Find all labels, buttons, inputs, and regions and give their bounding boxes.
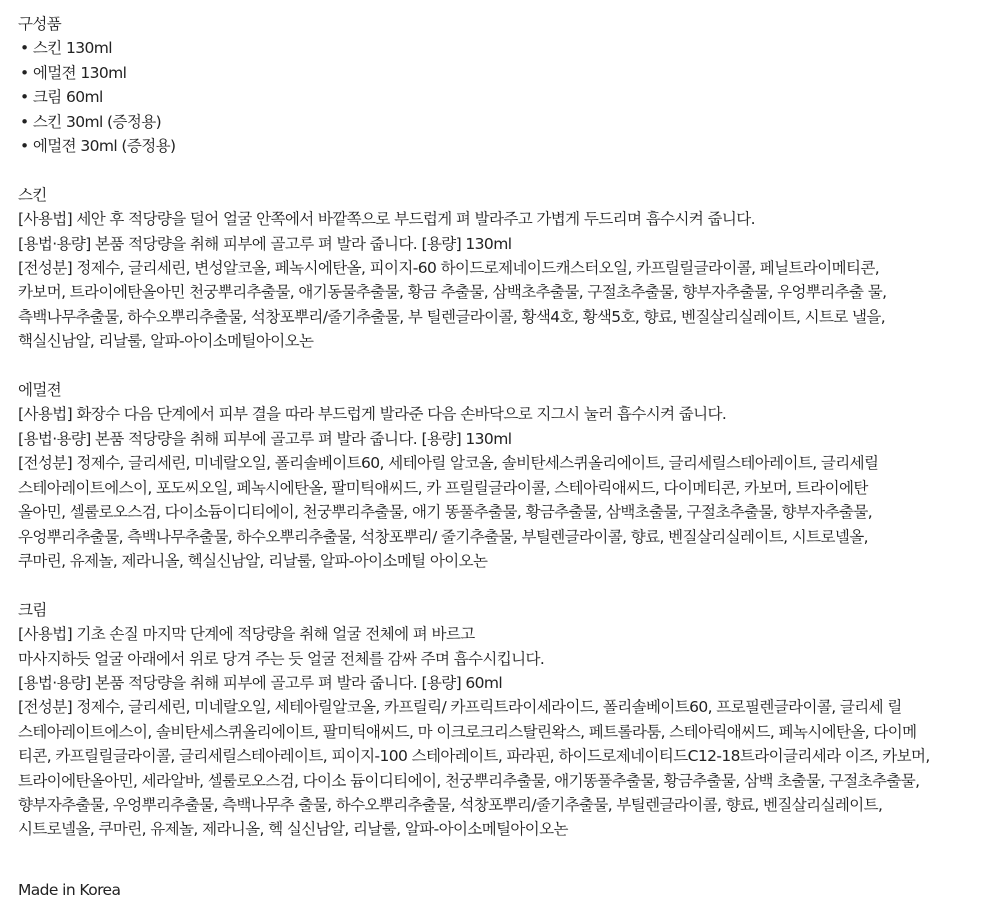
composition-section: [18, 12, 980, 158]
skin-ingredients-line: 카보머, 트라이에탄올아민 천궁뿌리추출물, 애기동물추출물, 황금 추출물, 삼백초추출물, 구절초추출물, 향부자추출물, 우엉뿌리추출 물,: [18, 283, 887, 302]
composition-item: • 스킨 30ml (증정용): [20, 112, 162, 131]
section-spacer: [18, 573, 980, 597]
skin-ingredients-line: 핵실신남알, 리날룰, 알파-아이소메틸아이오논: [18, 332, 314, 351]
cream-section: [18, 598, 980, 842]
cream-usage-line: [사용법] 기초 손질 마지막 단계에 적당량을 취해 얼굴 전체에 펴 바르고: [18, 625, 475, 644]
skin-ingredients-line: 측백나무추출물, 하수오뿌리추출물, 석창포뿌리/줄기추출물, 부 틸렌글라이콜, 황색4호, 황색5호, 향료, 벤질살리실레이트, 시트로 낼을,: [18, 307, 886, 326]
section-spacer: [18, 158, 980, 182]
cream-dosage-line: [용법·용량] 본품 적당량을 취해 피부에 골고루 펴 발라 줍니다. [용량] 60ml: [18, 673, 503, 692]
cream-ingredients-line: 시트로넬올, 쿠마린, 유제놀, 제라니올, 헥 실신남알, 리날룰, 알파-아이소메틸아이오논: [18, 820, 568, 839]
composition-item: • 크림 60ml: [20, 88, 103, 107]
emulsion-usage-line: [사용법] 화장수 다음 단계에서 피부 결을 따라 부드럽게 발라준 다음 손바닥으로 지그시 눌러 흡수시켜 줍니다.: [18, 405, 727, 424]
origin-label: Made in Korea: [18, 881, 121, 899]
cream-ingredients-line: [전성분] 정제수, 글리세린, 미네랄오일, 세테아릴알코올, 카프릴릭/ 카프릭트라이세라이드, 폴리솔베이트60, 프로필렌글라이콜, 글리세 릴: [18, 698, 902, 717]
emulsion-section: [18, 378, 980, 573]
emulsion-ingredients-line: 올아민, 셀룰로오스검, 다이소듐이디티에이, 천궁뿌리추출물, 애기 똥풀추출물, 황금추출물, 삼백초출물, 구절초추출물, 향부자추출물,: [18, 503, 873, 522]
composition-list: [18, 36, 980, 158]
skin-dosage-line: [용법·용량] 본품 적당량을 취해 피부에 골고루 펴 발라 줍니다. [용량] 130ml: [18, 234, 512, 253]
skin-title: 스킨: [18, 185, 47, 204]
section-spacer: [18, 354, 980, 378]
cream-ingredients-line: 스테아레이트에스이, 솔비탄세스퀴올리에이트, 팔미틱애씨드, 마 이크로크리스탈린왁스, 페트롤라툼, 스테아릭애씨드, 페녹시에탄올, 다이메: [18, 722, 917, 741]
cream-ingredients-line: 향부자추출물, 우엉뿌리추출물, 측백나무추 출물, 하수오뿌리추출물, 석창포뿌리/줄기추출물, 부틸렌글라이콜, 향료, 벤질살리실레이트,: [18, 795, 883, 814]
emulsion-dosage-line: [용법·용량] 본품 적당량을 취해 피부에 골고루 펴 발라 줍니다. [용량] 130ml: [18, 429, 512, 448]
cream-ingredients-line: 티콘, 카프릴릴글라이콜, 글리세릴스테아레이트, 피이지-100 스테아레이트, 파라핀, 하이드로제네이티드C12-18트라이글리세라 이즈, 카보머,: [18, 747, 930, 766]
composition-item: • 스킨 130ml: [20, 39, 112, 58]
emulsion-ingredients-line: [전성분] 정제수, 글리세린, 미네랄오일, 폴리솔베이트60, 세테아릴 알코올, 솔비탄세스퀴올리에이트, 글리세릴스테아레이트, 글리세릴: [18, 454, 879, 473]
composition-item: • 에멀젼 30ml (증정용): [20, 137, 176, 156]
composition-item: • 에멀젼 130ml: [20, 63, 127, 82]
cream-title: 크림: [18, 600, 47, 619]
emulsion-ingredients-line: 쿠마린, 유제놀, 제라니올, 헥실신남알, 리날룰, 알파-아이소메틸 아이오논: [18, 551, 488, 570]
skin-usage-line: [사용법] 세안 후 적당량을 덜어 얼굴 안쪽에서 바깥쪽으로 부드럽게 펴 발라주고 가볍게 두드리며 흡수시켜 줍니다.: [18, 210, 755, 229]
cream-ingredients-line: 트라이에탄올아민, 세라알바, 셀룰로오스검, 다이소 듐이디티에이, 천궁뿌리추출물, 애기똥풀추출물, 황금추출물, 삼백 초출물, 구절초추출물,: [18, 771, 920, 790]
cream-usage-line: 마사지하듯 얼굴 아래에서 위로 당겨 주는 듯 얼굴 전체를 감싸 주며 흡수시킵니다.: [18, 649, 545, 668]
emulsion-ingredients-line: 스테아레이트에스이, 포도씨오일, 페녹시에탄올, 팔미틱애씨드, 카 프릴릴글라이콜, 스테아릭애씨드, 다이메티콘, 카보머, 트라이에탄: [18, 478, 868, 497]
emulsion-title: 에멀젼: [18, 381, 62, 400]
skin-section: [18, 183, 980, 354]
emulsion-ingredients-line: 우엉뿌리추출물, 측백나무추출물, 하수오뿌리추출물, 석창포뿌리/ 줄기추출물, 부틸렌글라이콜, 향료, 벤질살리실레이트, 시트로넬올,: [18, 527, 869, 546]
composition-title: 구성품: [18, 15, 62, 33]
skin-ingredients-line: [전성분] 정제수, 글리세린, 변성알코올, 페녹시에탄올, 피이지-60 하이드로제네이드캐스터오일, 카프릴릴글라이콜, 페닐트라이메티콘,: [18, 259, 880, 278]
